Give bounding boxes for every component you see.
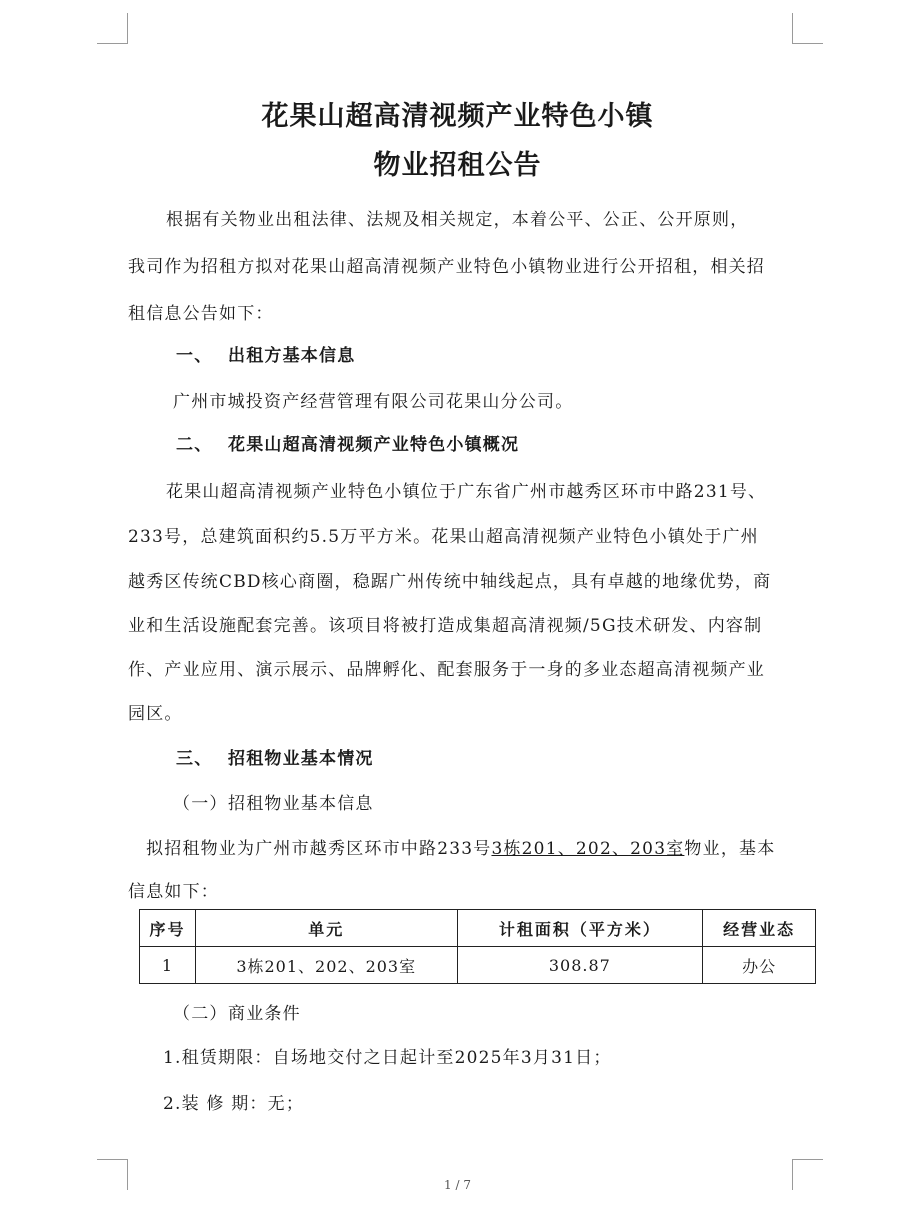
table-header-row [140,910,816,947]
document-subtitle: 物业招租公告 [373,150,542,181]
document-title: 花果山超高清视频产业特色小镇 [261,101,654,132]
property-prefix: 拟招租物业为广州市越秀区环市中路233号 [146,839,492,859]
table-header-cell: 计租面积（平方米） [457,910,703,947]
table-cell: 308.87 [457,947,703,984]
term-2: 2.装 修 期：无； [163,1094,305,1114]
table-header-cell: 经营业态 [703,910,816,947]
section1-heading: 出租方基本信息 [228,346,356,366]
section1-body: 广州市城投资产经营管理有限公司花果山分公司。 [173,392,574,412]
section2-line-6: 园区。 [128,704,183,724]
intro-line-1: 根据有关物业出租法律、法规及相关规定，本着公平、公正、公开原则， [166,210,749,230]
table-cell: 1 [140,947,196,984]
table-cell: 3栋201、202、203室 [195,947,457,984]
section2-line-1: 花果山超高清视频产业特色小镇位于广东省广州市越秀区环市中路231号、 [166,482,767,502]
intro-line-3: 租信息公告如下： [128,304,274,324]
section3-heading: 招租物业基本情况 [228,749,374,769]
section1-number: 一、 [176,346,213,366]
subsection2-number: （二） [173,1004,228,1024]
property-table [139,909,816,984]
table-header-cell: 序号 [140,910,196,947]
crop-mark-top-left [97,13,128,44]
section2-line-2: 233号，总建筑面积约5.5万平方米。花果山超高清视频产业特色小镇处于广州 [128,527,759,547]
section2-line-3: 越秀区传统CBD核心商圈，稳踞广州传统中轴线起点，具有卓越的地缘优势，商 [128,572,772,592]
section3-number: 三、 [176,749,213,769]
term-1: 1.租赁期限：自场地交付之日起计至2025年3月31日； [163,1048,612,1068]
subsection1-number: （一） [173,794,228,814]
property-suffix: 物业，基本 [684,839,776,859]
property-unit-underlined: 3栋201、202、203室 [491,839,685,859]
section2-heading: 花果山超高清视频产业特色小镇概况 [228,435,520,455]
table-cell: 办公 [703,947,816,984]
table-header-cell: 单元 [195,910,457,947]
crop-mark-top-right [792,13,823,44]
page-number: 1 / 7 [444,1178,471,1192]
intro-line-2: 我司作为招租方拟对花果山超高清视频产业特色小镇物业进行公开招租，相关招 [128,257,765,277]
property-line-1 [146,838,775,860]
section2-line-4: 业和生活设施配套完善。该项目将被打造成集超高清视频/5G技术研发、内容制 [128,616,763,636]
subsection1-heading: 招租物业基本信息 [228,794,374,814]
subsection2-heading: 商业条件 [228,1004,301,1024]
table-row [140,947,816,984]
property-line-2: 信息如下： [128,882,219,902]
section2-number: 二、 [176,435,213,455]
section2-line-5: 作、产业应用、演示展示、品牌孵化、配套服务于一身的多业态超高清视频产业 [128,660,765,680]
